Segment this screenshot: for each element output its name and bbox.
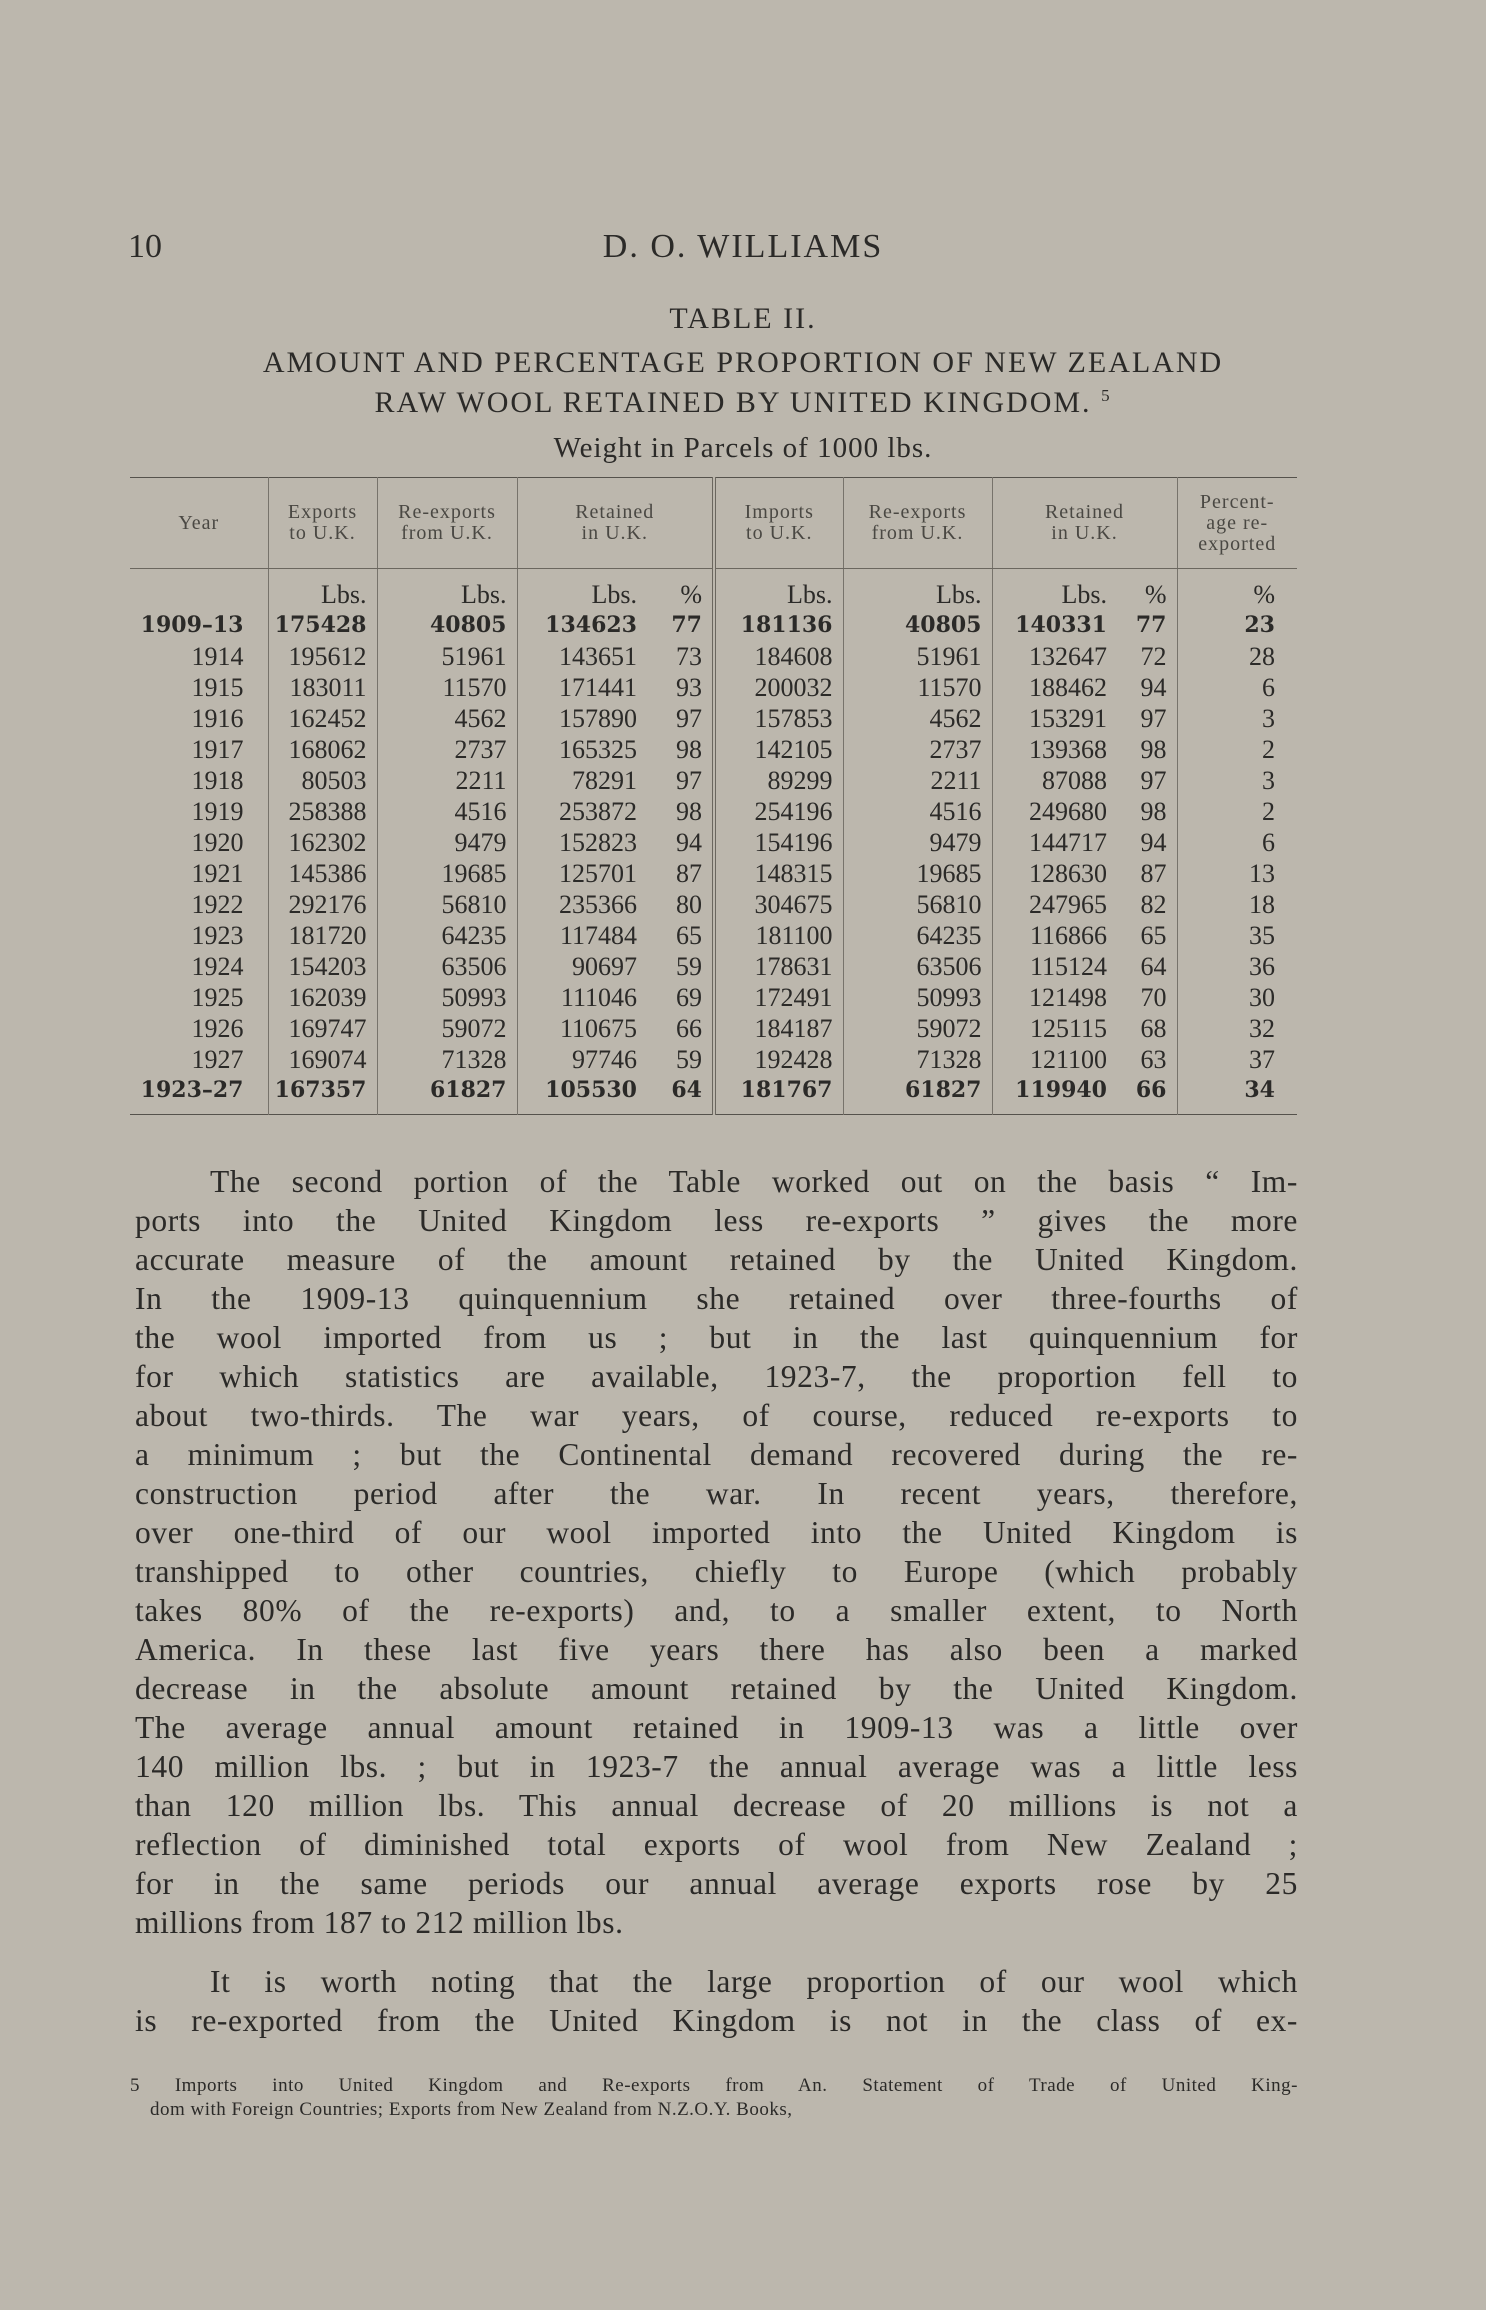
body-text [135,1162,1298,2040]
cell-pct-reexported: 37 [1177,1044,1297,1075]
cell-retained2-lbs: 139368 [992,734,1117,765]
table-row [130,765,1297,796]
col-header-line: exported [1198,532,1277,555]
table-row [130,672,1297,703]
cell-pct-reexported: % [1177,569,1297,611]
wool-table [130,477,1297,1115]
cell-pct-reexported: 3 [1177,765,1297,796]
paragraph [135,1962,1298,2040]
cell-imports: 192428 [714,1044,843,1075]
cell-exports: 181720 [268,920,377,951]
cell-year: 1921 [191,859,244,888]
table-row [130,610,1297,641]
cell-retained2-pct: 65 [1140,921,1167,950]
footnote-marker: 5 [130,2075,140,2096]
cell-retained2-lbs: 115124 [992,951,1117,982]
cell-retained-pct: 97 [676,704,702,733]
cell-reexports2: 4562 [843,703,992,734]
text-line: for which statistics are available, 1923-7, the proportion fell to [135,1359,1298,1394]
table-row [130,982,1297,1013]
col-header-line: Imports [744,501,814,523]
text-line: takes 80% of the re-exports) and, to a smaller extent, to North [135,1593,1298,1628]
cell-exports: 195612 [268,641,377,672]
text-line: 140 million lbs. ; but in 1923-7 the annual average was a little less [135,1749,1298,1784]
footnote [130,2074,1298,2122]
table-row [130,889,1297,920]
cell-imports: 181136 [714,610,843,641]
cell-retained2-pct: 98 [1140,735,1167,764]
cell-exports: 292176 [268,889,377,920]
cell-exports: 258388 [268,796,377,827]
table-row [130,1075,1297,1115]
cell-retained2-pct: 63 [1140,1045,1167,1074]
cell-pct-reexported: 23 [1177,610,1297,641]
cell-reexports: 4516 [377,796,517,827]
col-header-line: Re-exports [868,501,967,523]
cell-retained-lbs: 134623 [517,610,647,641]
cell-retained-lbs: 165325 [517,734,647,765]
cell-reexports2: 19685 [843,858,992,889]
cell-pct-reexported: 18 [1177,889,1297,920]
cell-year: 1925 [191,983,244,1012]
cell-pct-reexported: 32 [1177,1013,1297,1044]
table-title-line2 [0,386,1486,420]
cell-imports: 200032 [714,672,843,703]
cell-reexports: 40805 [377,610,517,641]
footnote-line [130,2074,1298,2098]
cell-retained2-lbs: Lbs. [992,569,1117,611]
footnote-ref: 5 [1101,386,1112,405]
footnote-line: dom with Foreign Countries; Exports from New Zealand from N.Z.O.Y. Books, [150,2099,793,2120]
cell-pct-reexported: 36 [1177,951,1297,982]
cell-reexports: 64235 [377,920,517,951]
cell-reexports: 59072 [377,1013,517,1044]
col-header-percent [1177,478,1297,569]
col-header-line: Percent- [1199,490,1275,513]
units-row [130,569,1297,611]
cell-year: 1922 [191,890,244,919]
cell-year: 1923–27 [140,1077,244,1103]
cell-retained-lbs: 125701 [517,858,647,889]
cell-retained2-pct: 72 [1140,642,1167,671]
cell-retained-pct: 87 [676,859,702,888]
cell-retained-pct: 64 [671,1077,702,1103]
cell-retained2-pct: 97 [1140,766,1167,795]
col-header-line: age re- [1206,511,1269,534]
cell-imports: 157853 [714,703,843,734]
cell-retained-pct: 94 [676,828,702,857]
running-head: D. O. WILLIAMS [602,228,884,265]
cell-reexports2: 59072 [843,1013,992,1044]
text-line: a minimum ; but the Continental demand recovered during the re- [135,1437,1298,1472]
cell-reexports: 19685 [377,858,517,889]
cell-reexports2: 2737 [843,734,992,765]
cell-imports: 254196 [714,796,843,827]
col-header-reexports2 [843,478,992,569]
cell-retained-lbs: Lbs. [517,569,647,611]
cell-imports: Lbs. [714,569,843,611]
cell-year: 1924 [191,952,244,981]
col-header-retained2 [992,478,1177,569]
cell-exports: 175428 [268,610,377,641]
cell-retained-lbs: 117484 [517,920,647,951]
table-title-line1: AMOUNT AND PERCENTAGE PROPORTION OF NEW ZEALAND [262,346,1224,379]
cell-retained-pct: % [680,580,702,609]
cell-retained-lbs: 152823 [517,827,647,858]
cell-reexports2: 64235 [843,920,992,951]
cell-pct-reexported: 2 [1177,734,1297,765]
cell-retained-pct: 98 [676,735,702,764]
cell-retained-pct: 73 [676,642,702,671]
cell-retained2-lbs: 125115 [992,1013,1117,1044]
cell-exports: 169747 [268,1013,377,1044]
cell-retained2-pct: 77 [1135,612,1167,638]
col-header-line: in U.K. [1051,522,1118,544]
cell-retained-lbs: 111046 [517,982,647,1013]
cell-retained-lbs: 235366 [517,889,647,920]
text-line: decrease in the absolute amount retained by the United Kingdom. [135,1671,1298,1706]
cell-retained-pct: 97 [676,766,702,795]
text-line: is re-exported from the United Kingdom is not in the class of ex- [135,2003,1298,2038]
cell-retained-lbs: 143651 [517,641,647,672]
cell-retained-lbs: 90697 [517,951,647,982]
cell-exports: 169074 [268,1044,377,1075]
footnote-text: Imports into United Kingdom and Re-exports from An. Statement of Trade of United King- [174,2075,1298,2096]
cell-exports: 167357 [268,1075,377,1115]
cell-exports: Lbs. [268,569,377,611]
text-line: America. In these last five years there has also been a marked [135,1632,1298,1667]
text-line: reflection of diminished total exports of wool from New Zealand ; [135,1827,1298,1862]
table-row [130,827,1297,858]
cell-retained2-lbs: 121100 [992,1044,1117,1075]
col-header-line: Retained [1044,501,1125,523]
col-header-line: from U.K. [871,522,964,544]
cell-reexports: 2211 [377,765,517,796]
text-line: than 120 million lbs. This annual decrease of 20 millions is not a [135,1788,1298,1823]
cell-retained2-lbs: 249680 [992,796,1117,827]
table-row [130,858,1297,889]
cell-imports: 89299 [714,765,843,796]
cell-retained-lbs: 78291 [517,765,647,796]
page-number: 10 [128,228,162,265]
cell-retained-pct: 98 [676,797,702,826]
cell-retained-lbs: 97746 [517,1044,647,1075]
cell-year [130,569,268,611]
cell-exports: 145386 [268,858,377,889]
col-header-line: in U.K. [581,522,648,544]
cell-reexports2: 56810 [843,889,992,920]
text-line: ports into the United Kingdom less re-exports ” gives the more [135,1203,1298,1238]
cell-retained-pct: 69 [676,983,702,1012]
table-row [130,1044,1297,1075]
cell-retained-pct: 66 [676,1014,702,1043]
table-label: TABLE II. [669,302,817,335]
cell-reexports: 51961 [377,641,517,672]
col-header-line: Re-exports [398,501,496,523]
cell-pct-reexported: 2 [1177,796,1297,827]
text-line: The second portion of the Table worked out on the basis “ Im- [210,1164,1298,1199]
cell-exports: 162452 [268,703,377,734]
cell-imports: 178631 [714,951,843,982]
cell-year: 1918 [191,766,244,795]
cell-retained2-pct: 66 [1135,1077,1167,1103]
cell-reexports: 11570 [377,672,517,703]
cell-reexports: 50993 [377,982,517,1013]
cell-year: 1915 [191,673,244,702]
cell-year: 1916 [191,704,244,733]
cell-reexports2: 63506 [843,951,992,982]
cell-reexports2: 50993 [843,982,992,1013]
cell-reexports: 56810 [377,889,517,920]
cell-retained2-pct: 94 [1140,673,1167,702]
col-header-imports [714,478,843,569]
cell-reexports2: 71328 [843,1044,992,1075]
cell-retained2-pct: 82 [1140,890,1167,919]
cell-reexports2: 51961 [843,641,992,672]
cell-retained2-lbs: 132647 [992,641,1117,672]
cell-pct-reexported: 30 [1177,982,1297,1013]
cell-retained2-lbs: 116866 [992,920,1117,951]
cell-retained2-lbs: 128630 [992,858,1117,889]
cell-year: 1917 [191,735,244,764]
cell-year: 1909–13 [140,612,244,638]
cell-imports: 184187 [714,1013,843,1044]
cell-retained2-pct: 87 [1140,859,1167,888]
table-row [130,734,1297,765]
cell-imports: 142105 [714,734,843,765]
cell-reexports: 63506 [377,951,517,982]
table-row [130,641,1297,672]
text-line: over one-third of our wool imported into the United Kingdom is [135,1515,1298,1550]
cell-pct-reexported: 28 [1177,641,1297,672]
cell-exports: 80503 [268,765,377,796]
cell-imports: 154196 [714,827,843,858]
table-row [130,951,1297,982]
text-line: transhipped to other countries, chiefly to Europe (which probably [135,1554,1298,1589]
table-header-row [130,478,1297,569]
text-line: about two-thirds. The war years, of course, reduced re-exports to [135,1398,1298,1433]
cell-retained2-lbs: 119940 [992,1075,1117,1115]
text-line: millions from 187 to 212 million lbs. [135,1905,624,1940]
cell-reexports: Lbs. [377,569,517,611]
cell-pct-reexported: 3 [1177,703,1297,734]
cell-pct-reexported: 6 [1177,672,1297,703]
cell-retained-lbs: 105530 [517,1075,647,1115]
cell-year: 1919 [191,797,244,826]
text-line: The average annual amount retained in 1909-13 was a little over [135,1710,1298,1745]
cell-retained2-lbs: 140331 [992,610,1117,641]
cell-year: 1914 [191,642,244,671]
cell-pct-reexported: 34 [1177,1075,1297,1115]
cell-retained-pct: 93 [676,673,702,702]
text-line: It is worth noting that the large proportion of our wool which [210,1964,1298,1999]
cell-pct-reexported: 35 [1177,920,1297,951]
col-header-line: to U.K. [289,522,356,544]
cell-retained2-lbs: 144717 [992,827,1117,858]
cell-retained-pct: 59 [676,1045,702,1074]
col-header-line: from U.K. [401,522,493,544]
text-line: for in the same periods our annual average exports rose by 25 [135,1866,1298,1901]
cell-year: 1927 [191,1045,244,1074]
table-title-line2-text: RAW WOOL RETAINED BY UNITED KINGDOM. [374,386,1092,419]
cell-reexports2: 40805 [843,610,992,641]
cell-reexports: 71328 [377,1044,517,1075]
cell-retained-lbs: 253872 [517,796,647,827]
cell-exports: 168062 [268,734,377,765]
text-line: the wool imported from us ; but in the last quinquennium for [135,1320,1298,1355]
cell-pct-reexported: 13 [1177,858,1297,889]
table-row [130,796,1297,827]
cell-year: 1926 [191,1014,244,1043]
col-header-line: Exports [287,501,358,523]
cell-reexports2: Lbs. [843,569,992,611]
cell-imports: 172491 [714,982,843,1013]
cell-reexports: 4562 [377,703,517,734]
cell-exports: 183011 [268,672,377,703]
table-row [130,1013,1297,1044]
table-body [130,569,1297,1115]
cell-reexports2: 9479 [843,827,992,858]
cell-reexports2: 61827 [843,1075,992,1115]
cell-retained2-lbs: 188462 [992,672,1117,703]
text-line: In the 1909-13 quinquennium she retained over three-fourths of [135,1281,1298,1316]
cell-year: 1920 [191,828,244,857]
col-header-year: Year [130,478,268,569]
cell-retained2-lbs: 87088 [992,765,1117,796]
cell-reexports: 61827 [377,1075,517,1115]
col-header-exports [268,478,377,569]
col-header-retained [517,478,714,569]
table-row [130,920,1297,951]
cell-retained-pct: 59 [676,952,702,981]
table-row [130,703,1297,734]
cell-imports: 181100 [714,920,843,951]
cell-retained-lbs: 171441 [517,672,647,703]
cell-retained2-lbs: 247965 [992,889,1117,920]
table-subtitle: Weight in Parcels of 1000 lbs. [553,432,933,464]
cell-imports: 181767 [714,1075,843,1115]
cell-reexports: 9479 [377,827,517,858]
cell-retained2-pct: 68 [1140,1014,1167,1043]
cell-imports: 184608 [714,641,843,672]
cell-retained-lbs: 110675 [517,1013,647,1044]
cell-year: 1923 [191,921,244,950]
cell-retained2-pct: 98 [1140,797,1167,826]
cell-exports: 154203 [268,951,377,982]
cell-reexports2: 4516 [843,796,992,827]
text-line: construction period after the war. In recent years, therefore, [135,1476,1298,1511]
cell-retained-pct: 80 [676,890,702,919]
col-header-line: Retained [575,501,655,523]
cell-retained-pct: 77 [671,612,702,638]
cell-reexports2: 2211 [843,765,992,796]
cell-reexports: 2737 [377,734,517,765]
col-header-reexports [377,478,517,569]
cell-retained2-pct: 64 [1140,952,1167,981]
text-line: accurate measure of the amount retained by the United Kingdom. [135,1242,1298,1277]
cell-imports: 304675 [714,889,843,920]
cell-retained2-pct: 70 [1140,983,1167,1012]
cell-retained-pct: 65 [676,921,702,950]
cell-reexports2: 11570 [843,672,992,703]
cell-pct-reexported: 6 [1177,827,1297,858]
cell-retained2-lbs: 153291 [992,703,1117,734]
cell-retained-lbs: 157890 [517,703,647,734]
cell-retained2-pct: 94 [1140,828,1167,857]
cell-retained2-lbs: 121498 [992,982,1117,1013]
cell-exports: 162039 [268,982,377,1013]
cell-imports: 148315 [714,858,843,889]
cell-retained2-pct: % [1144,580,1167,609]
cell-retained2-pct: 97 [1140,704,1167,733]
cell-exports: 162302 [268,827,377,858]
paragraph [135,1162,1298,1942]
col-header-line: to U.K. [746,522,813,544]
